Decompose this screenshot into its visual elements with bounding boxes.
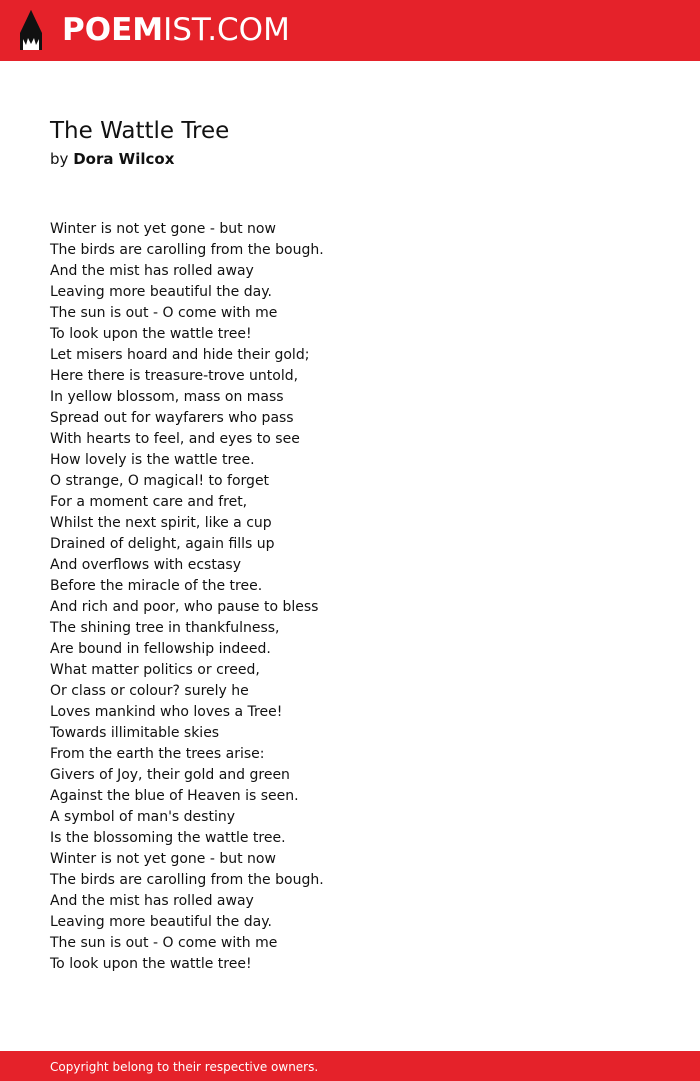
poem-line: Towards illimitable skies [50,725,220,741]
poem-line: The birds are carolling from the bough. [50,242,324,258]
poem-line: Givers of Joy, their gold and green [50,767,290,783]
poem-line: O strange, O magical! to forget [50,473,270,489]
by-prefix: by [50,150,69,168]
poem-line: Spread out for wayfarers who pass [50,410,294,426]
site-logo[interactable] [62,12,290,48]
poem-line: For a moment care and fret, [50,494,248,510]
poem-line: Is the blossoming the wattle tree. [50,830,286,846]
poem-line: The birds are carolling from the bough. [50,872,324,888]
poem-line: With hearts to feel, and eyes to see [50,431,300,447]
poem-line: The shining tree in thankfulness, [50,620,280,636]
poem-line: The sun is out - O come with me [50,305,278,321]
poem-line: Loves mankind who loves a Tree! [50,704,283,720]
poem-title: The Wattle Tree [50,118,230,144]
poem-line: Whilst the next spirit, like a cup [50,515,272,531]
poem-line: To look upon the wattle tree! [50,956,252,972]
poem-line: Winter is not yet gone - but now [50,221,276,237]
poem-line: To look upon the wattle tree! [50,326,252,342]
poem-line: In yellow blossom, mass on mass [50,389,284,405]
poem-line: And the mist has rolled away [50,893,254,909]
poem-line: Against the blue of Heaven is seen. [50,788,299,804]
poem-line: Leaving more beautiful the day. [50,914,272,930]
poem-line: Let misers hoard and hide their gold; [50,347,310,363]
poem-line: Leaving more beautiful the day. [50,284,272,300]
poem-line: Here there is treasure-trove untold, [50,368,299,384]
poem-line: How lovely is the wattle tree. [50,452,255,468]
poem-line: And the mist has rolled away [50,263,254,279]
poem-line: Or class or colour? surely he [50,683,249,699]
poem-line: From the earth the trees arise: [50,746,265,762]
site-header [0,0,700,61]
poem-line: Winter is not yet gone - but now [50,851,276,867]
poem-line: The sun is out - O come with me [50,935,278,951]
poem-line: Are bound in fellowship indeed. [50,641,271,657]
poem-line: A symbol of man's destiny [50,809,235,825]
poem-line: Drained of delight, again fills up [50,536,275,552]
poem-line: And rich and poor, who pause to bless [50,599,319,615]
logo-bold-part: POEM [62,12,164,48]
poem-line: And overflows with ecstasy [50,557,241,573]
copyright-notice: Copyright belong to their respective owners. [50,1060,319,1074]
poem-body [50,219,324,975]
site-footer [0,1051,700,1081]
author-name: Dora Wilcox [73,150,175,168]
logo-light-part: IST.COM [163,12,290,48]
poem-line: What matter politics or creed, [50,662,260,678]
poem-line: Before the miracle of the tree. [50,578,263,594]
pencil-tip-icon[interactable] [18,9,44,51]
byline [50,149,174,169]
